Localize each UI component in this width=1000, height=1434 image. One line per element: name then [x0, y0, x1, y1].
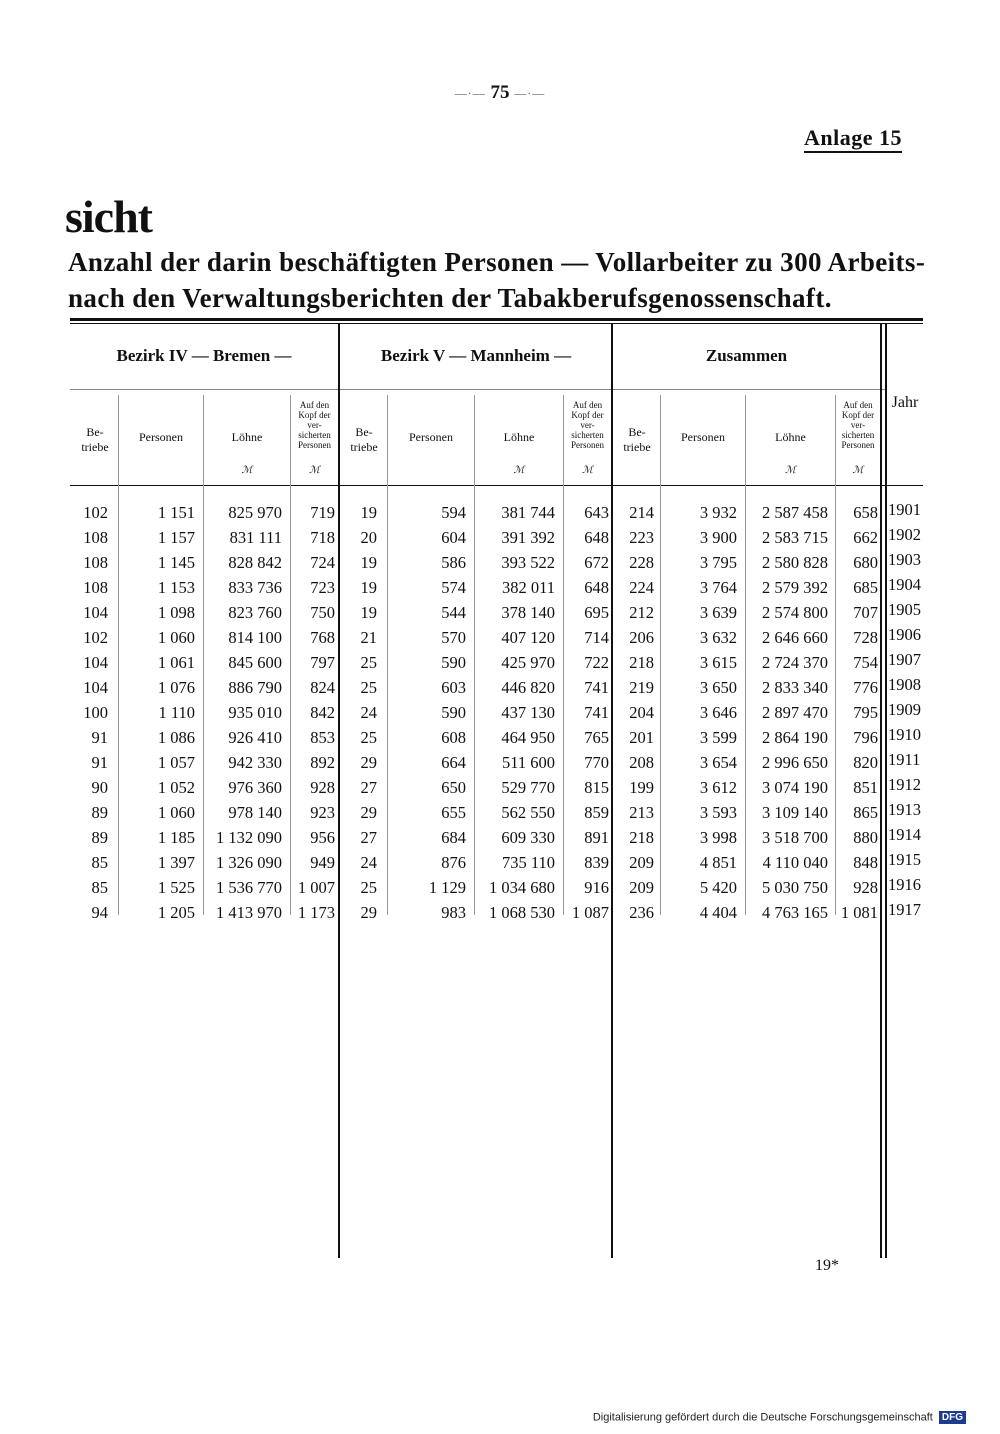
cell-b4-personen: 1 060: [157, 628, 195, 647]
col-header-kopf: Auf den Kopf der ver- sicherten Personen: [841, 400, 875, 450]
cell-b5-kopf: 648: [584, 578, 609, 597]
cell-b4-betriebe: 104: [83, 653, 108, 672]
cell-b5-kopf: 741: [584, 703, 609, 722]
page-number-dash-right: —·—: [514, 86, 546, 101]
cell-b5-kopf: 722: [584, 653, 609, 672]
cell-b4-loehne: 1 536 770: [216, 878, 282, 897]
cell-b5-betriebe: 24: [360, 703, 377, 722]
cell-z-betriebe: 218: [629, 653, 654, 672]
cell-b4-personen: 1 060: [157, 803, 195, 822]
cell-b5-kopf: 770: [584, 753, 609, 772]
cell-z-loehne: 2 833 340: [762, 678, 828, 697]
cell-b4-personen: 1 151: [157, 503, 195, 522]
cell-b5-personen: 684: [441, 828, 466, 847]
cell-b4-kopf: 724: [310, 553, 335, 572]
cell-b4-personen: 1 076: [157, 678, 195, 697]
cell-jahr: 1901: [888, 500, 921, 519]
cell-b4-kopf: 853: [310, 728, 335, 747]
cell-b5-betriebe: 29: [360, 903, 377, 922]
cell-z-loehne: 2 996 650: [762, 753, 828, 772]
cell-b4-betriebe: 91: [91, 753, 108, 772]
cell-b5-personen: 655: [441, 803, 466, 822]
cell-b5-kopf: 839: [584, 853, 609, 872]
cell-b4-loehne: 1 326 090: [216, 853, 282, 872]
vrule-z-jahr-b: [885, 324, 887, 1258]
cell-z-betriebe: 218: [629, 828, 654, 847]
cell-z-personen: 3 764: [699, 578, 737, 597]
cell-b4-kopf: 949: [310, 853, 335, 872]
cell-b5-loehne: 609 330: [501, 828, 555, 847]
cell-b4-loehne: 831 111: [229, 528, 282, 547]
cell-b5-betriebe: 21: [360, 628, 377, 647]
cell-z-loehne: 2 579 392: [762, 578, 828, 597]
cell-z-kopf: 776: [853, 678, 878, 697]
col-header-kopf: Auf den Kopf der ver- sicherten Personen: [298, 400, 331, 450]
cell-b4-loehne: 978 140: [228, 803, 282, 822]
cell-b5-betriebe: 25: [360, 678, 377, 697]
cell-z-kopf: 728: [853, 628, 878, 647]
cell-b4-personen: 1 145: [157, 553, 195, 572]
cell-z-kopf: 795: [853, 703, 878, 722]
cell-b5-kopf: 695: [584, 603, 609, 622]
cell-z-personen: 3 650: [699, 678, 737, 697]
cell-b4-loehne: 1 413 970: [216, 903, 282, 922]
cell-b4-betriebe: 104: [83, 603, 108, 622]
col-header-kopf: Auf den Kopf der ver- sicherten Personen: [571, 400, 604, 450]
cell-b5-betriebe: 27: [360, 828, 377, 847]
cell-z-personen: 3 654: [699, 753, 737, 772]
cell-b5-kopf: 916: [584, 878, 609, 897]
cell-z-loehne: 3 109 140: [762, 803, 828, 822]
cell-jahr: 1910: [888, 725, 921, 744]
cell-b5-kopf: 1 087: [571, 903, 609, 922]
cell-z-personen: 3 599: [699, 728, 737, 747]
cell-b5-personen: 608: [441, 728, 466, 747]
cell-b4-betriebe: 85: [91, 853, 108, 872]
cell-b5-personen: 570: [441, 628, 466, 647]
cell-z-betriebe: 201: [629, 728, 654, 747]
cell-jahr: 1909: [888, 700, 921, 719]
cell-b5-kopf: 765: [584, 728, 609, 747]
cell-z-kopf: 685: [853, 578, 878, 597]
cell-b5-betriebe: 19: [360, 603, 377, 622]
cell-b5-betriebe: 19: [360, 578, 377, 597]
vrule-b5-z: [611, 324, 613, 1258]
cell-b4-loehne: 976 360: [228, 778, 282, 797]
cell-z-loehne: 2 724 370: [762, 653, 828, 672]
cell-z-personen: 3 632: [699, 628, 737, 647]
col-header-betriebe: Be- triebe: [623, 425, 651, 454]
cell-b4-kopf: 750: [310, 603, 335, 622]
cell-b5-betriebe: 29: [360, 803, 377, 822]
unit-mark: ℳ: [582, 465, 593, 476]
cell-z-kopf: 928: [853, 878, 878, 897]
cell-b5-loehne: 381 744: [501, 503, 555, 522]
cell-b4-kopf: 768: [310, 628, 335, 647]
cell-b4-personen: 1 057: [157, 753, 195, 772]
cell-jahr: 1911: [888, 750, 921, 769]
col-header-jahr: Jahr: [891, 394, 919, 411]
cell-b4-kopf: 956: [310, 828, 335, 847]
cell-z-personen: 3 612: [699, 778, 737, 797]
cell-b4-kopf: 923: [310, 803, 335, 822]
unit-mark: ℳ: [513, 465, 525, 476]
cell-z-betriebe: 206: [629, 628, 654, 647]
unit-mark: ℳ: [309, 465, 320, 476]
cell-b5-betriebe: 25: [360, 878, 377, 897]
cell-z-betriebe: 213: [629, 803, 654, 822]
cell-b5-kopf: 891: [584, 828, 609, 847]
cell-z-personen: 3 932: [699, 503, 737, 522]
cell-b5-loehne: 464 950: [501, 728, 555, 747]
cell-b5-personen: 604: [441, 528, 466, 547]
cell-z-betriebe: 212: [629, 603, 654, 622]
cell-b5-betriebe: 20: [360, 528, 377, 547]
cell-b4-kopf: 1 173: [297, 903, 335, 922]
cell-jahr: 1908: [888, 675, 921, 694]
cell-b4-loehne: 942 330: [228, 753, 282, 772]
table-top-rule-thin: [70, 323, 923, 324]
cell-jahr: 1913: [888, 800, 921, 819]
cell-b5-betriebe: 19: [360, 553, 377, 572]
cell-b4-kopf: 928: [310, 778, 335, 797]
cell-jahr: 1907: [888, 650, 921, 669]
cell-b5-personen: 590: [441, 653, 466, 672]
cell-z-betriebe: 204: [629, 703, 654, 722]
cell-b4-personen: 1 205: [157, 903, 195, 922]
cell-b4-loehne: 825 970: [228, 503, 282, 522]
cell-b5-loehne: 425 970: [501, 653, 555, 672]
cell-z-loehne: 2 897 470: [762, 703, 828, 722]
cell-b4-loehne: 828 842: [228, 553, 282, 572]
group-header-zusammen: Zusammen: [705, 346, 788, 365]
cell-jahr: 1914: [888, 825, 921, 844]
cell-b4-personen: 1 086: [157, 728, 195, 747]
cell-b4-personen: 1 397: [157, 853, 195, 872]
footer-credit: [593, 1411, 966, 1424]
cell-b4-kopf: 1 007: [297, 878, 335, 897]
cell-z-kopf: 658: [853, 503, 878, 522]
cell-b5-betriebe: 19: [360, 503, 377, 522]
cell-b4-betriebe: 102: [83, 503, 108, 522]
cell-z-kopf: 848: [853, 853, 878, 872]
cell-b4-betriebe: 108: [83, 578, 108, 597]
cell-b4-betriebe: 90: [91, 778, 108, 797]
cell-b4-loehne: 886 790: [228, 678, 282, 697]
cell-z-personen: 3 795: [699, 553, 737, 572]
cell-b4-loehne: 814 100: [228, 628, 282, 647]
cell-z-loehne: 2 580 828: [762, 553, 828, 572]
cell-b4-personen: 1 157: [157, 528, 195, 547]
page-number-value: 75: [490, 82, 510, 103]
cell-jahr: 1917: [888, 900, 921, 919]
cell-b4-kopf: 842: [310, 703, 335, 722]
cell-jahr: 1916: [888, 875, 921, 894]
cell-b4-kopf: 719: [310, 503, 335, 522]
col-header-personen: Personen: [139, 430, 183, 444]
cell-b4-loehne: 1 132 090: [216, 828, 282, 847]
cell-z-betriebe: 223: [629, 528, 654, 547]
cell-jahr: 1906: [888, 625, 921, 644]
cell-z-kopf: 851: [853, 778, 878, 797]
appendix-label: Anlage 15: [804, 125, 902, 153]
cell-b5-betriebe: 27: [360, 778, 377, 797]
cell-b5-loehne: 562 550: [501, 803, 555, 822]
cell-jahr: 1912: [888, 775, 921, 794]
cell-z-loehne: 2 864 190: [762, 728, 828, 747]
cell-z-kopf: 754: [853, 653, 878, 672]
cell-z-kopf: 680: [853, 553, 878, 572]
col-header-personen: Personen: [681, 430, 725, 444]
cell-b5-loehne: 1 068 530: [489, 903, 555, 922]
cell-z-kopf: 865: [853, 803, 878, 822]
col-header-loehne: Löhne: [503, 430, 535, 444]
cell-b4-kopf: 824: [310, 678, 335, 697]
cell-z-personen: 3 900: [699, 528, 737, 547]
cell-b5-betriebe: 24: [360, 853, 377, 872]
header-bottom-rule-year: [885, 485, 923, 486]
page-number-dash-left: —·—: [454, 86, 486, 101]
cell-z-betriebe: 236: [629, 903, 654, 922]
col-header-personen: Personen: [409, 430, 453, 444]
cell-b4-personen: 1 153: [157, 578, 195, 597]
cell-b4-betriebe: 94: [91, 903, 108, 922]
table-top-rule: [70, 318, 923, 321]
cell-b5-personen: 983: [441, 903, 466, 922]
col-header-betriebe: Be- triebe: [81, 425, 109, 454]
cell-b4-loehne: 926 410: [228, 728, 282, 747]
cell-b5-loehne: 511 600: [501, 753, 555, 772]
cell-b4-betriebe: 91: [91, 728, 108, 747]
cell-b4-kopf: 892: [310, 753, 335, 772]
dfg-logo: DFG: [939, 1411, 966, 1424]
cell-jahr: 1902: [888, 525, 921, 544]
cell-b5-kopf: 648: [584, 528, 609, 547]
unit-mark: ℳ: [852, 465, 864, 476]
cell-b5-loehne: 407 120: [501, 628, 555, 647]
cell-z-betriebe: 209: [629, 853, 654, 872]
cell-b5-kopf: 672: [584, 553, 609, 572]
cell-b5-personen: 664: [441, 753, 466, 772]
footer-text: Digitalisierung gefördert durch die Deutsche Forschungsgemeinschaft: [592, 1411, 933, 1424]
cell-jahr: 1905: [888, 600, 921, 619]
cell-z-personen: 3 639: [699, 603, 737, 622]
cell-z-personen: 5 420: [699, 878, 737, 897]
title-fragment: sicht: [65, 191, 152, 242]
cell-z-personen: 3 593: [699, 803, 737, 822]
col-header-loehne: Löhne: [775, 430, 806, 444]
cell-b4-loehne: 935 010: [228, 703, 282, 722]
cell-b4-betriebe: 89: [91, 828, 108, 847]
cell-b4-loehne: 845 600: [228, 653, 282, 672]
cell-b5-loehne: 393 522: [501, 553, 555, 572]
cell-z-betriebe: 214: [629, 503, 654, 522]
cell-b4-kopf: 718: [310, 528, 335, 547]
cell-b5-kopf: 714: [584, 628, 609, 647]
cell-b4-betriebe: 100: [83, 703, 108, 722]
cell-b4-personen: 1 110: [158, 703, 195, 722]
cell-b5-loehne: 437 130: [501, 703, 555, 722]
cell-z-personen: 4 404: [699, 903, 737, 922]
cell-jahr: 1915: [888, 850, 921, 869]
cell-b4-personen: 1 052: [157, 778, 195, 797]
sheet-signature: 19*: [815, 1257, 839, 1274]
cell-z-loehne: 5 030 750: [762, 878, 828, 897]
cell-b4-loehne: 823 760: [228, 603, 282, 622]
cell-b5-personen: 574: [441, 578, 466, 597]
cell-b5-loehne: 378 140: [501, 603, 555, 622]
cell-z-betriebe: 199: [629, 778, 654, 797]
cell-z-personen: 4 851: [699, 853, 737, 872]
cell-b4-kopf: 797: [310, 653, 335, 672]
cell-b4-betriebe: 89: [91, 803, 108, 822]
cell-z-kopf: 820: [853, 753, 878, 772]
group-header-bezirk-iv: Bezirk IV — Bremen —: [116, 346, 292, 365]
cell-b5-betriebe: 29: [360, 753, 377, 772]
cell-b4-personen: 1 525: [157, 878, 195, 897]
cell-jahr: 1904: [888, 575, 921, 594]
cell-z-loehne: 2 646 660: [762, 628, 828, 647]
cell-b4-betriebe: 108: [83, 553, 108, 572]
cell-b4-personen: 1 061: [157, 653, 195, 672]
cell-b5-personen: 586: [441, 553, 466, 572]
cell-b4-personen: 1 185: [157, 828, 195, 847]
cell-b5-loehne: 529 770: [501, 778, 555, 797]
cell-b5-personen: 594: [441, 503, 466, 522]
cell-b5-kopf: 859: [584, 803, 609, 822]
col-header-betriebe: Be- triebe: [350, 425, 378, 454]
vrule-b4-b5: [338, 324, 340, 1258]
cell-b5-personen: 1 129: [428, 878, 466, 897]
cell-b5-loehne: 382 011: [501, 578, 555, 597]
cell-b5-personen: 603: [441, 678, 466, 697]
cell-z-loehne: 2 574 800: [762, 603, 828, 622]
cell-b4-personen: 1 098: [157, 603, 195, 622]
cell-b4-betriebe: 104: [83, 678, 108, 697]
cell-b5-personen: 876: [441, 853, 466, 872]
cell-b4-betriebe: 108: [83, 528, 108, 547]
title-line-2: nach den Verwaltungsberichten der Tabakberufsgenossenschaft.: [68, 283, 832, 313]
cell-z-betriebe: 224: [629, 578, 654, 597]
cell-z-betriebe: 208: [629, 753, 654, 772]
cell-z-loehne: 3 518 700: [762, 828, 828, 847]
cell-b5-personen: 590: [441, 703, 466, 722]
cell-b5-loehne: 735 110: [501, 853, 555, 872]
cell-z-betriebe: 209: [629, 878, 654, 897]
cell-b5-kopf: 815: [584, 778, 609, 797]
cell-b5-loehne: 1 034 680: [489, 878, 555, 897]
cell-b5-loehne: 391 392: [501, 528, 555, 547]
cell-z-kopf: 662: [853, 528, 878, 547]
cell-b5-loehne: 446 820: [501, 678, 555, 697]
cell-b5-betriebe: 25: [360, 653, 377, 672]
cell-b4-loehne: 833 736: [228, 578, 282, 597]
cell-z-personen: 3 615: [699, 653, 737, 672]
cell-jahr: 1903: [888, 550, 921, 569]
cell-z-loehne: 3 074 190: [762, 778, 828, 797]
vrule-z-jahr-a: [880, 324, 882, 1258]
cell-z-betriebe: 219: [629, 678, 654, 697]
header-bottom-rule: [70, 485, 885, 486]
page-number: [0, 82, 1000, 104]
cell-z-personen: 3 998: [699, 828, 737, 847]
cell-z-loehne: 4 110 040: [762, 853, 828, 872]
group-header-bezirk-v: Bezirk V — Mannheim —: [380, 346, 572, 365]
cell-b4-betriebe: 102: [83, 628, 108, 647]
cell-b5-personen: 544: [441, 603, 466, 622]
cell-b4-kopf: 723: [310, 578, 335, 597]
cell-z-personen: 3 646: [699, 703, 737, 722]
group-header-rule: [70, 389, 885, 390]
title-line-1: Anzahl der darin beschäftigten Personen — Vollarbeiter zu 300 Arbeits-: [68, 247, 926, 277]
col-header-loehne: Löhne: [231, 430, 263, 444]
cell-z-loehne: 2 587 458: [762, 503, 828, 522]
unit-mark: ℳ: [785, 465, 796, 476]
unit-mark: ℳ: [241, 465, 253, 476]
cell-z-kopf: 1 081: [840, 903, 878, 922]
cell-z-betriebe: 228: [629, 553, 654, 572]
cell-z-kopf: 707: [853, 603, 878, 622]
cell-b4-betriebe: 85: [91, 878, 108, 897]
cell-b5-personen: 650: [441, 778, 466, 797]
cell-b5-kopf: 741: [584, 678, 609, 697]
cell-z-kopf: 880: [853, 828, 878, 847]
cell-z-loehne: 4 763 165: [762, 903, 828, 922]
cell-b5-kopf: 643: [584, 503, 609, 522]
cell-b5-betriebe: 25: [360, 728, 377, 747]
cell-z-loehne: 2 583 715: [762, 528, 828, 547]
cell-z-kopf: 796: [853, 728, 878, 747]
